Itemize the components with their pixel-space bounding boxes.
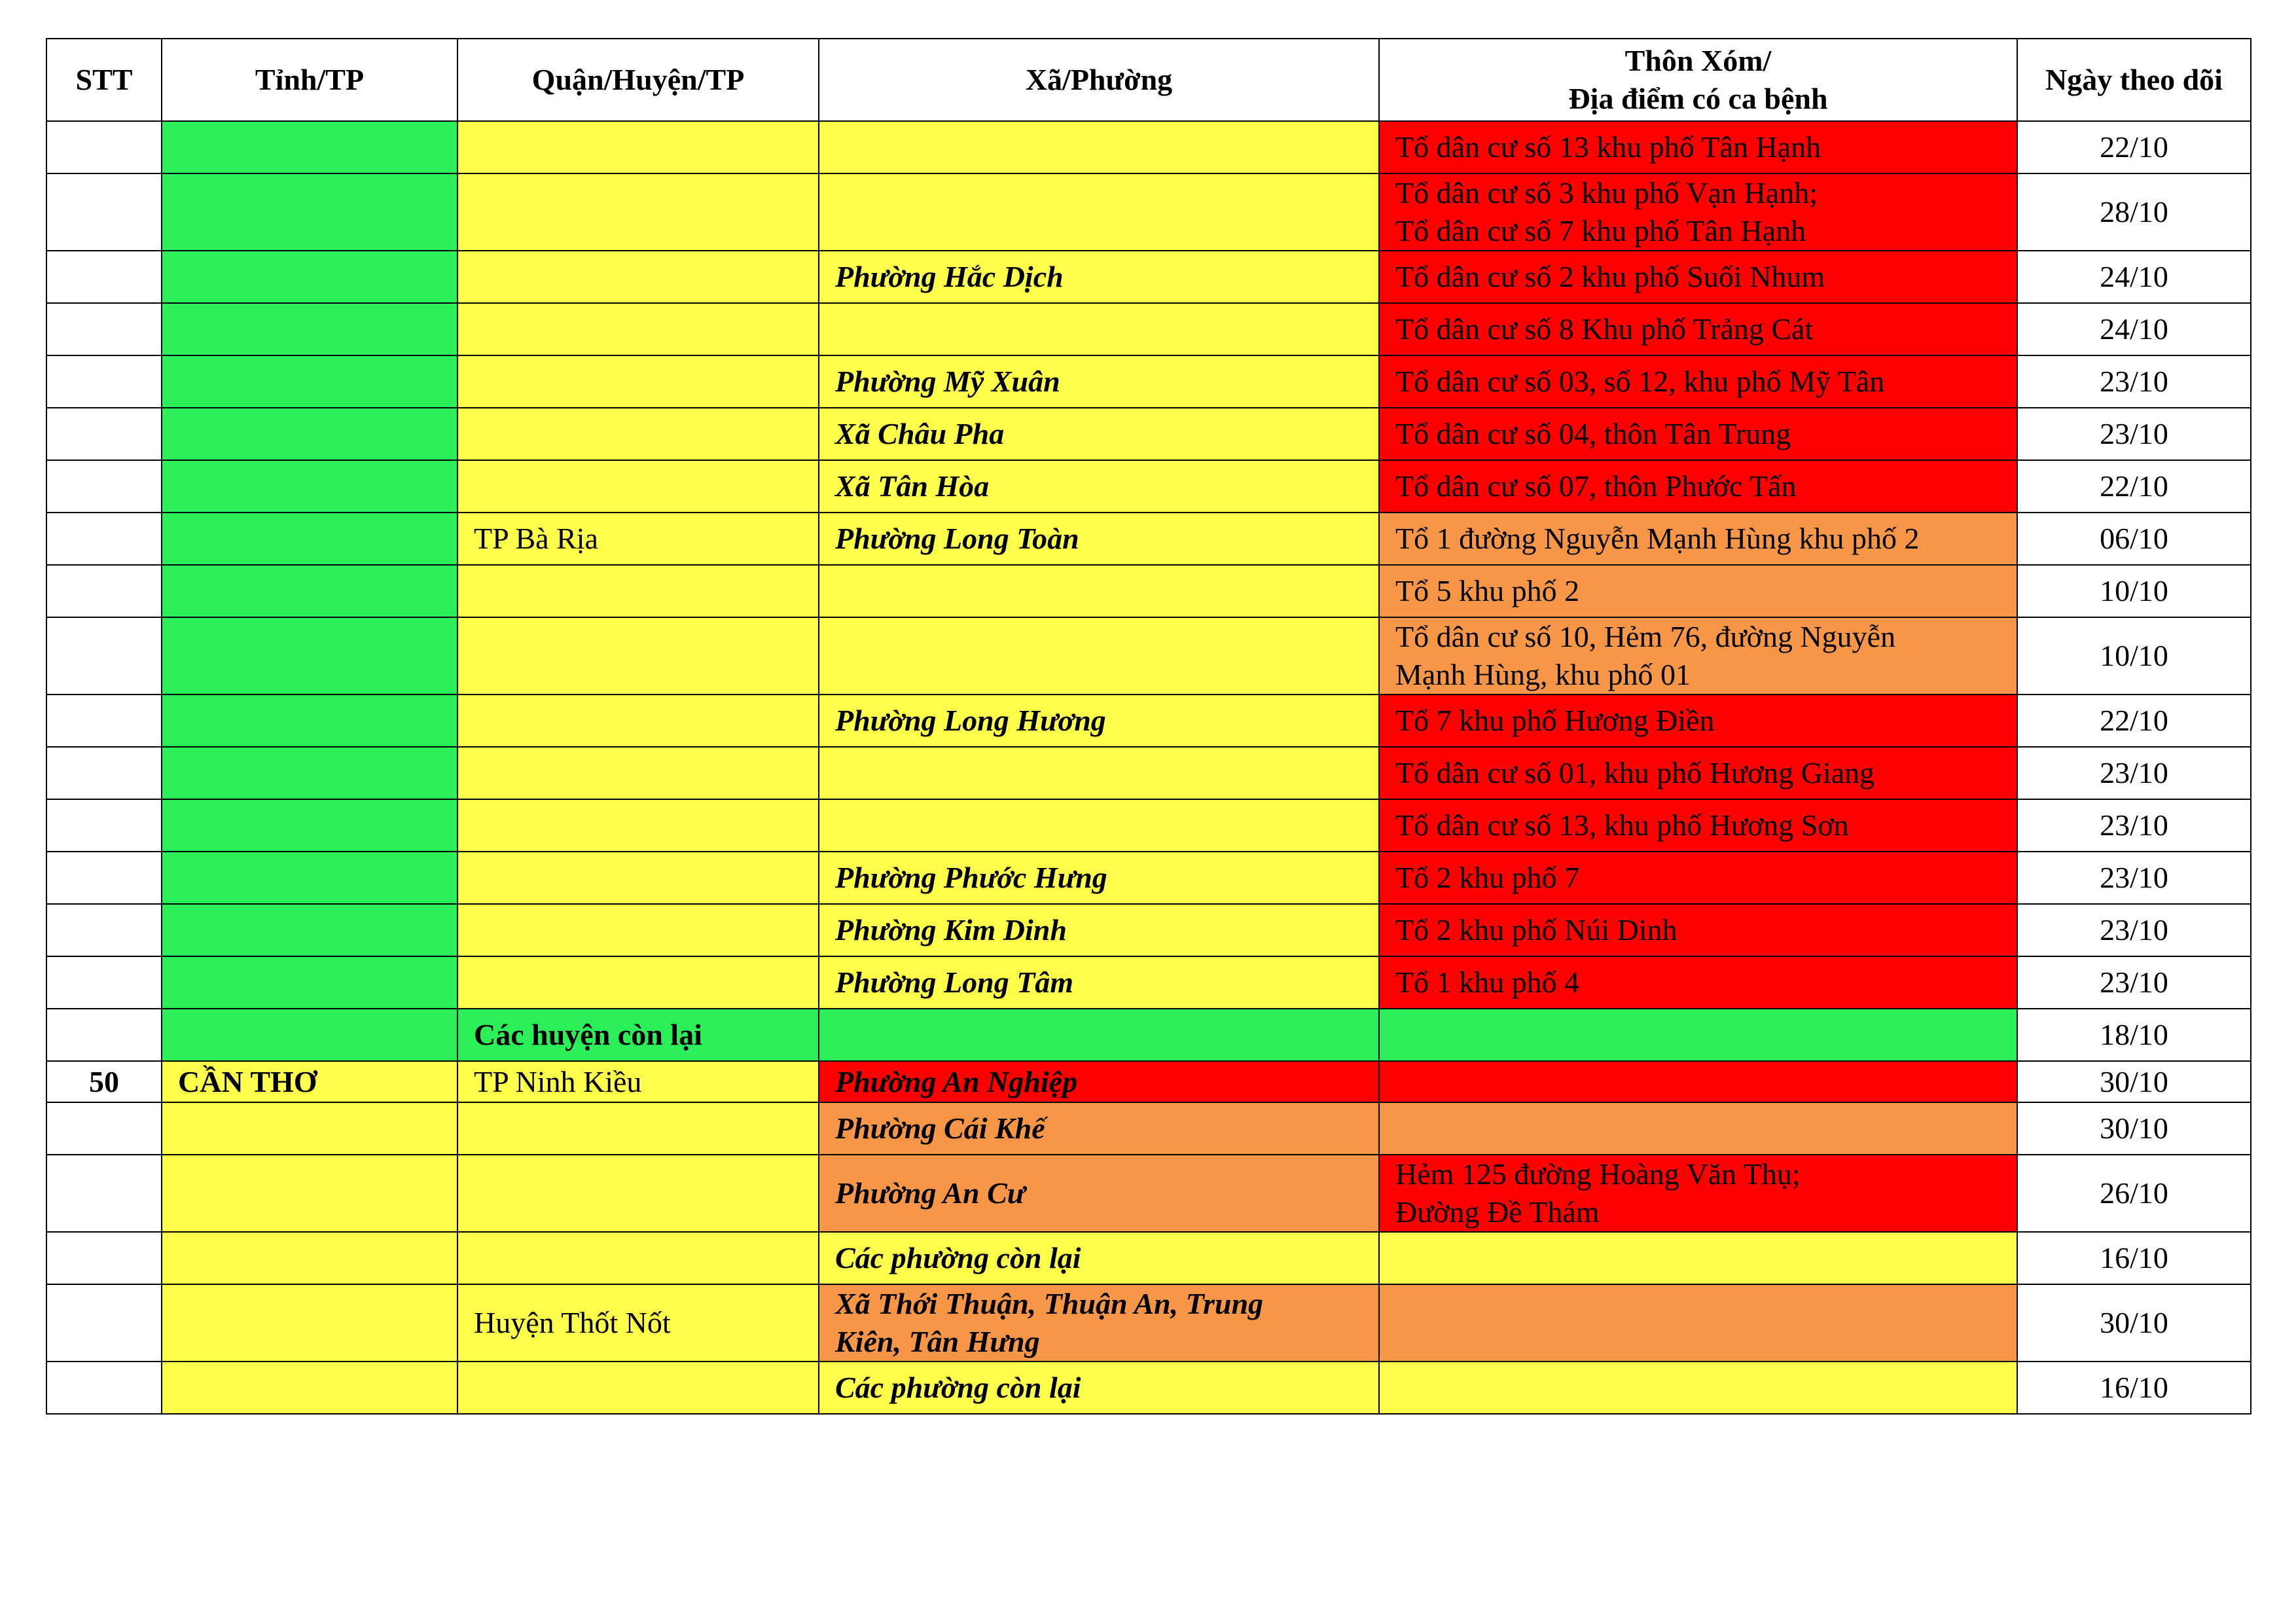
cell-xa: Phường Long Toàn [819, 513, 1379, 565]
cell-thon-line1: Tổ dân cư số 03, số 12, khu phố Mỹ Tân [1395, 365, 1885, 398]
table-row [46, 1102, 2251, 1155]
header-ngay: Ngày theo dõi [2017, 39, 2251, 121]
cell-quan [457, 695, 819, 747]
cell-stt [46, 565, 162, 617]
cell-ngay: 22/10 [2017, 695, 2251, 747]
cell-tinh [162, 460, 457, 513]
cell-quan [457, 747, 819, 799]
cell-thon-line1: Tổ 1 khu phố 4 [1395, 965, 1580, 999]
cell-thon [1379, 617, 2017, 695]
cell-xa [819, 121, 1379, 173]
cell-thon-line1: Tổ dân cư số 8 Khu phố Trảng Cát [1395, 312, 1814, 346]
cell-stt [46, 904, 162, 956]
cell-quan: Huyện Thốt Nốt [457, 1284, 819, 1362]
cell-xa: Phường Long Tâm [819, 956, 1379, 1009]
cell-tinh [162, 408, 457, 460]
table-row [46, 1284, 2251, 1362]
cell-thon [1379, 303, 2017, 355]
cell-quan [457, 852, 819, 904]
cell-thon [1379, 460, 2017, 513]
cell-thon-line1: Tổ dân cư số 10, Hẻm 76, đường Nguyễn [1395, 620, 1896, 653]
tracking-table [46, 38, 2251, 1415]
cell-stt [46, 852, 162, 904]
cell-tinh [162, 747, 457, 799]
table-row [46, 1009, 2251, 1061]
cell-thon [1379, 565, 2017, 617]
cell-ngay: 26/10 [2017, 1155, 2251, 1232]
cell-thon [1379, 1102, 2017, 1155]
cell-thon-line1: Tổ 2 khu phố Núi Dinh [1395, 913, 1677, 947]
header-thon-line2: Địa điểm có ca bệnh [1568, 82, 1828, 115]
cell-ngay: 23/10 [2017, 408, 2251, 460]
cell-quan [457, 355, 819, 408]
cell-xa [819, 747, 1379, 799]
cell-ngay: 30/10 [2017, 1102, 2251, 1155]
cell-thon [1379, 904, 2017, 956]
cell-stt [46, 747, 162, 799]
cell-stt [46, 303, 162, 355]
cell-quan [457, 303, 819, 355]
cell-quan: TP Bà Rịa [457, 513, 819, 565]
cell-xa: Phường Long Hương [819, 695, 1379, 747]
cell-thon [1379, 173, 2017, 251]
cell-thon-line1: Tổ 5 khu phố 2 [1395, 574, 1580, 607]
cell-thon-line1: Tổ 1 đường Nguyễn Mạnh Hùng khu phố 2 [1395, 522, 1920, 555]
cell-tinh [162, 617, 457, 695]
cell-quan [457, 799, 819, 852]
cell-ngay: 23/10 [2017, 747, 2251, 799]
cell-stt [46, 173, 162, 251]
cell-thon-line1: Tổ dân cư số 13 khu phố Tân Hạnh [1395, 130, 1821, 164]
cell-ngay: 28/10 [2017, 173, 2251, 251]
cell-thon-line1: Tổ 2 khu phố 7 [1395, 861, 1580, 894]
cell-stt [46, 251, 162, 303]
cell-stt [46, 513, 162, 565]
cell-thon-line1: Tổ dân cư số 13, khu phố Hương Sơn [1395, 808, 1849, 842]
table-row [46, 355, 2251, 408]
cell-ngay: 24/10 [2017, 303, 2251, 355]
header-thon-line1: Thôn Xóm/ [1624, 44, 1772, 77]
cell-xa: Phường An Cư [819, 1155, 1379, 1232]
cell-ngay: 22/10 [2017, 460, 2251, 513]
cell-thon [1379, 1155, 2017, 1232]
cell-thon [1379, 799, 2017, 852]
table-body [46, 121, 2251, 1414]
cell-tinh [162, 565, 457, 617]
cell-quan [457, 1362, 819, 1414]
cell-quan [457, 565, 819, 617]
cell-thon-line1: Tổ dân cư số 01, khu phố Hương Giang [1395, 756, 1875, 789]
cell-ngay: 16/10 [2017, 1232, 2251, 1284]
cell-tinh [162, 355, 457, 408]
cell-tinh [162, 695, 457, 747]
cell-stt [46, 460, 162, 513]
table-row [46, 695, 2251, 747]
cell-stt [46, 121, 162, 173]
cell-ngay: 22/10 [2017, 121, 2251, 173]
cell-stt [46, 355, 162, 408]
cell-tinh [162, 799, 457, 852]
cell-quan [457, 460, 819, 513]
cell-stt [46, 799, 162, 852]
table-row [46, 956, 2251, 1009]
cell-tinh [162, 852, 457, 904]
cell-thon [1379, 1232, 2017, 1284]
cell-thon-line2: Tổ dân cư số 7 khu phố Tân Hạnh [1395, 214, 1806, 247]
cell-quan [457, 904, 819, 956]
header-stt: STT [46, 39, 162, 121]
table-row [46, 408, 2251, 460]
table-row [46, 904, 2251, 956]
cell-xa: Các phường còn lại [819, 1362, 1379, 1414]
cell-thon-line1: Hẻm 125 đường Hoàng Văn Thụ; [1395, 1157, 1801, 1191]
cell-tinh [162, 1232, 457, 1284]
cell-xa [819, 1284, 1379, 1362]
cell-xa-line2: Kiên, Tân Hưng [835, 1325, 1040, 1358]
cell-ngay: 06/10 [2017, 513, 2251, 565]
cell-stt [46, 1362, 162, 1414]
cell-quan [457, 1102, 819, 1155]
cell-ngay: 30/10 [2017, 1061, 2251, 1102]
header-quan: Quận/Huyện/TP [457, 39, 819, 121]
cell-thon [1379, 1284, 2017, 1362]
cell-xa [819, 303, 1379, 355]
header-thon [1379, 39, 2017, 121]
cell-tinh [162, 904, 457, 956]
cell-xa [819, 617, 1379, 695]
cell-thon [1379, 1009, 2017, 1061]
cell-ngay: 23/10 [2017, 904, 2251, 956]
cell-ngay: 16/10 [2017, 1362, 2251, 1414]
cell-tinh [162, 303, 457, 355]
cell-stt [46, 1284, 162, 1362]
cell-stt [46, 956, 162, 1009]
cell-stt [46, 1009, 162, 1061]
cell-xa: Phường Mỹ Xuân [819, 355, 1379, 408]
cell-xa: Các phường còn lại [819, 1232, 1379, 1284]
cell-ngay: 23/10 [2017, 852, 2251, 904]
cell-xa: Phường Cái Khế [819, 1102, 1379, 1155]
table-row [46, 565, 2251, 617]
table-row [46, 121, 2251, 173]
cell-quan [457, 121, 819, 173]
table-row [46, 1362, 2251, 1414]
header-xa: Xã/Phường [819, 39, 1379, 121]
cell-tinh [162, 1362, 457, 1414]
cell-thon [1379, 121, 2017, 173]
cell-thon [1379, 956, 2017, 1009]
cell-stt [46, 695, 162, 747]
cell-xa: Phường An Nghiệp [819, 1061, 1379, 1102]
cell-tinh [162, 121, 457, 173]
cell-tinh [162, 956, 457, 1009]
cell-ngay: 10/10 [2017, 565, 2251, 617]
cell-thon-line1: Tổ dân cư số 2 khu phố Suối Nhum [1395, 260, 1825, 293]
cell-tinh [162, 173, 457, 251]
cell-xa: Xã Châu Pha [819, 408, 1379, 460]
table-row [46, 1232, 2251, 1284]
cell-stt [46, 617, 162, 695]
cell-quan: TP Ninh Kiều [457, 1061, 819, 1102]
cell-stt [46, 1155, 162, 1232]
cell-quan [457, 173, 819, 251]
cell-thon-line1: Tổ 7 khu phố Hương Điền [1395, 704, 1715, 737]
cell-quan [457, 1232, 819, 1284]
cell-thon [1379, 852, 2017, 904]
cell-xa [819, 1009, 1379, 1061]
cell-stt: 50 [46, 1061, 162, 1102]
table-row [46, 1155, 2251, 1232]
cell-xa-line1: Xã Thới Thuận, Thuận An, Trung [835, 1287, 1264, 1320]
header-tinh: Tỉnh/TP [162, 39, 457, 121]
cell-stt [46, 1102, 162, 1155]
cell-ngay: 23/10 [2017, 355, 2251, 408]
table-row [46, 747, 2251, 799]
cell-stt [46, 408, 162, 460]
header-row [46, 39, 2251, 121]
cell-thon-line1: Tổ dân cư số 04, thôn Tân Trung [1395, 417, 1791, 450]
cell-ngay: 23/10 [2017, 799, 2251, 852]
cell-quan [457, 408, 819, 460]
cell-thon [1379, 251, 2017, 303]
cell-quan: Các huyện còn lại [457, 1009, 819, 1061]
cell-thon [1379, 513, 2017, 565]
table-row [46, 852, 2251, 904]
cell-xa: Xã Tân Hòa [819, 460, 1379, 513]
table-row [46, 513, 2251, 565]
cell-thon [1379, 355, 2017, 408]
cell-quan [457, 956, 819, 1009]
cell-xa [819, 173, 1379, 251]
table-row [46, 460, 2251, 513]
cell-tinh [162, 1284, 457, 1362]
table-row [46, 173, 2251, 251]
cell-thon-line1: Tổ dân cư số 3 khu phố Vạn Hạnh; [1395, 176, 1818, 209]
cell-quan [457, 1155, 819, 1232]
cell-tinh [162, 1155, 457, 1232]
cell-thon-line2: Mạnh Hùng, khu phố 01 [1395, 658, 1691, 691]
table-row [46, 1061, 2251, 1102]
cell-thon-line2: Đường Đề Thám [1395, 1195, 1600, 1229]
cell-ngay: 24/10 [2017, 251, 2251, 303]
cell-thon [1379, 1362, 2017, 1414]
cell-tinh [162, 1102, 457, 1155]
cell-tinh [162, 1009, 457, 1061]
cell-quan [457, 617, 819, 695]
cell-tinh [162, 251, 457, 303]
table-row [46, 617, 2251, 695]
cell-ngay: 18/10 [2017, 1009, 2251, 1061]
cell-stt [46, 1232, 162, 1284]
cell-thon [1379, 695, 2017, 747]
cell-thon [1379, 1061, 2017, 1102]
cell-xa [819, 565, 1379, 617]
cell-thon [1379, 747, 2017, 799]
cell-xa: Phường Phước Hưng [819, 852, 1379, 904]
cell-ngay: 10/10 [2017, 617, 2251, 695]
cell-xa [819, 799, 1379, 852]
table-row [46, 799, 2251, 852]
cell-tinh [162, 513, 457, 565]
cell-ngay: 30/10 [2017, 1284, 2251, 1362]
cell-xa: Phường Kim Dinh [819, 904, 1379, 956]
cell-quan [457, 251, 819, 303]
cell-thon-line1: Tổ dân cư số 07, thôn Phước Tấn [1395, 469, 1797, 503]
cell-ngay: 23/10 [2017, 956, 2251, 1009]
table-row [46, 303, 2251, 355]
table-row [46, 251, 2251, 303]
cell-xa: Phường Hắc Dịch [819, 251, 1379, 303]
cell-tinh: CẦN THƠ [162, 1061, 457, 1102]
cell-thon [1379, 408, 2017, 460]
